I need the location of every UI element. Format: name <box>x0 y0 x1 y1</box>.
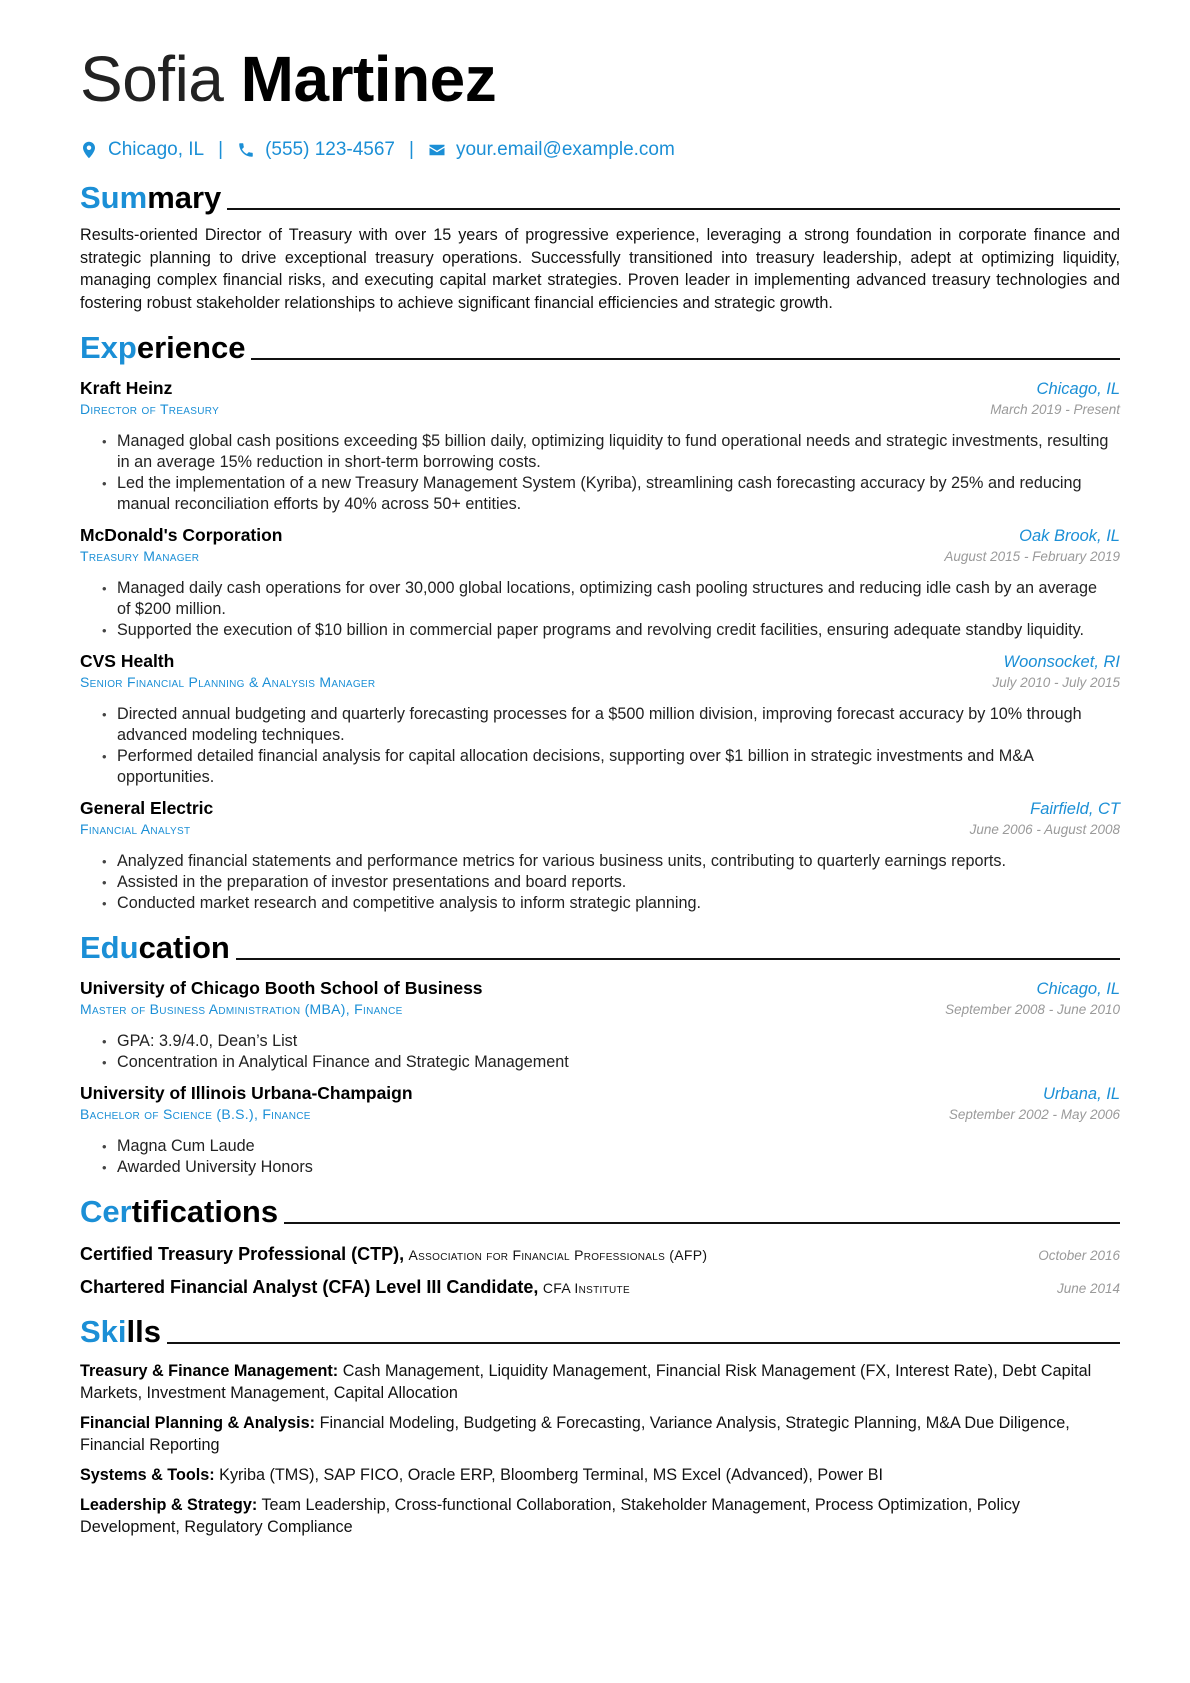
skill-items: Kyriba (TMS), SAP FICO, Oracle ERP, Bloomberg Terminal, MS Excel (Advanced), Power BI <box>219 1466 884 1485</box>
experience-entry <box>80 651 1120 788</box>
experience-entry <box>80 378 1120 515</box>
skill-label: Leadership & Strategy: <box>80 1496 258 1515</box>
employer: McDonald's Corporation <box>80 525 283 546</box>
cert-date: June 2014 <box>1056 1281 1120 1297</box>
bullet-item: • Led the implementation of a new Treasury Management System (Kyriba), streamlining cash forecasting accuracy by 25% and reducing manual reconciliation efforts by 40% across 50+ entities. <box>117 473 1120 515</box>
experience-entry <box>80 798 1120 914</box>
contact-bar <box>80 136 1120 164</box>
entry-location: Urbana, IL <box>1042 1085 1120 1104</box>
degree: Bachelor of Science (B.S.), Finance <box>80 1106 311 1123</box>
certification-entry <box>80 1277 1120 1298</box>
cert-title: Chartered Financial Analyst (CFA) Level III Candidate, <box>80 1277 539 1298</box>
section-rule <box>284 1222 1120 1224</box>
bullet-item: • Supported the execution of $10 billion in commercial paper programs and revolving credit facilities, ensuring adequate standby liquidity. <box>117 620 1120 641</box>
entry-dates: June 2006 - August 2008 <box>969 822 1120 838</box>
candidate-name <box>80 38 1120 120</box>
entry-location: Woonsocket, RI <box>1003 653 1120 672</box>
contact-email[interactable] <box>428 139 675 161</box>
location-text: Chicago, IL <box>108 139 205 160</box>
cert-issuer: CFA Institute <box>542 1280 630 1297</box>
last-name: Martinez <box>240 43 497 115</box>
bullet-item: • GPA: 3.9/4.0, Dean’s List <box>117 1031 1120 1052</box>
summary-text: Results-oriented Director of Treasury with over 15 years of progressive experience, leveraging a strong foundation in corporate finance and strategic planning to drive exceptional treasury operations. Successfully transitioned into treasury leadership, adept at optimizing liquidity, managing complex financial risks, and executing capital market strategies. Proven leader in implementing advanced treasury technologies and fostering robust stakeholder relationships to achieve significant financial efficiencies and strategic growth. <box>80 226 1120 312</box>
employer: CVS Health <box>80 651 175 672</box>
skill-group <box>80 1464 1120 1486</box>
employer: Kraft Heinz <box>80 378 173 399</box>
envelope-icon <box>428 140 446 160</box>
entry-location: Fairfield, CT <box>1030 800 1120 819</box>
skill-group <box>80 1412 1120 1456</box>
cert-date: October 2016 <box>1038 1248 1120 1264</box>
phone-text: (555) 123-4567 <box>265 139 395 160</box>
entry-dates: September 2008 - June 2010 <box>945 1002 1120 1018</box>
skill-label: Systems & Tools: <box>80 1466 215 1485</box>
experience-entry <box>80 525 1120 641</box>
contact-location <box>80 139 204 161</box>
bullet-item: • Directed annual budgeting and quarterly forecasting processes for a $500 million division, improving forecast accuracy by 10% through advanced modeling techniques. <box>117 704 1120 746</box>
entry-dates: March 2019 - Present <box>990 402 1120 418</box>
section-rule <box>251 358 1120 360</box>
bullet-item: • Assisted in the preparation of investor presentations and board reports. <box>117 872 1120 893</box>
section-rule <box>227 208 1120 210</box>
bullet-item: • Awarded University Honors <box>117 1157 1120 1178</box>
skill-items: Financial Modeling, Budgeting & Forecasting, Variance Analysis, Strategic Planning, M&A Due Diligence, Financial Reporting <box>80 1414 1070 1455</box>
bullet-item: • Analyzed financial statements and performance metrics for various business units, contributing to quarterly earnings reports. <box>117 851 1120 872</box>
entry-dates: August 2015 - February 2019 <box>944 549 1120 565</box>
skill-group <box>80 1360 1120 1404</box>
contact-phone[interactable] <box>237 139 395 161</box>
employer: General Electric <box>80 798 214 819</box>
map-pin-icon <box>80 140 98 160</box>
contact-separator: | <box>409 139 414 160</box>
skill-items: Cash Management, Liquidity Management, Financial Risk Management (FX, Interest Rate), Debt Capital Markets, Investment Management, Capital Allocation <box>80 1362 1092 1403</box>
skill-items: Team Leadership, Cross-functional Collaboration, Stakeholder Management, Process Optimization, Policy Development, Regulatory Compliance <box>80 1496 1020 1537</box>
email-text: your.email@example.com <box>455 139 675 160</box>
bullet-item: • Concentration in Analytical Finance and Strategic Management <box>117 1052 1120 1073</box>
job-title: Financial Analyst <box>80 821 191 838</box>
certification-entry <box>80 1244 1120 1265</box>
bullet-item: • Magna Cum Laude <box>117 1136 1120 1157</box>
school: University of Chicago Booth School of Business <box>80 978 483 999</box>
education-entry <box>80 978 1120 1073</box>
degree: Master of Business Administration (MBA), Finance <box>80 1001 403 1018</box>
bullet-item: • Managed daily cash operations for over 30,000 global locations, optimizing cash pooling structures and reducing idle cash by an average of $200 million. <box>117 578 1120 620</box>
school: University of Illinois Urbana-Champaign <box>80 1083 413 1104</box>
job-title: Senior Financial Planning & Analysis Manager <box>80 674 376 691</box>
section-certifications-heading: Certifications <box>80 1192 1120 1232</box>
section-education-heading: Education <box>80 928 1120 968</box>
bullet-item: • Performed detailed financial analysis for capital allocation decisions, supporting over $1 billion in strategic investments and M&A opportunities. <box>117 746 1120 788</box>
bullet-item: • Managed global cash positions exceeding $5 billion daily, optimizing liquidity to fund operational needs and strategic investments, resulting in an average 15% reduction in short-term borrowing costs. <box>117 431 1120 473</box>
bullet-item: • Conducted market research and competitive analysis to inform strategic planning. <box>117 893 1120 914</box>
contact-separator: | <box>218 139 224 160</box>
skill-group <box>80 1494 1120 1538</box>
skill-label: Treasury & Finance Management: <box>80 1362 339 1381</box>
phone-icon <box>237 140 255 160</box>
cert-issuer: Association for Financial Professionals (AFP) <box>408 1247 708 1264</box>
skill-label: Financial Planning & Analysis: <box>80 1414 316 1433</box>
entry-location: Oak Brook, IL <box>1019 527 1120 546</box>
entry-dates: September 2002 - May 2006 <box>948 1107 1120 1123</box>
section-rule <box>236 958 1120 960</box>
education-entry <box>80 1083 1120 1178</box>
job-title: Treasury Manager <box>80 548 200 565</box>
job-title: Director of Treasury <box>80 401 220 418</box>
section-skills-heading: Skills <box>80 1312 1120 1352</box>
entry-location: Chicago, IL <box>1036 380 1120 399</box>
section-summary-heading: Summary <box>80 178 1120 218</box>
section-experience-heading: Experience <box>80 328 1120 368</box>
section-rule <box>167 1342 1120 1344</box>
first-name: Sofia <box>80 43 224 115</box>
cert-title: Certified Treasury Professional (CTP), <box>80 1244 405 1265</box>
entry-dates: July 2010 - July 2015 <box>992 675 1120 691</box>
entry-location: Chicago, IL <box>1036 980 1120 999</box>
